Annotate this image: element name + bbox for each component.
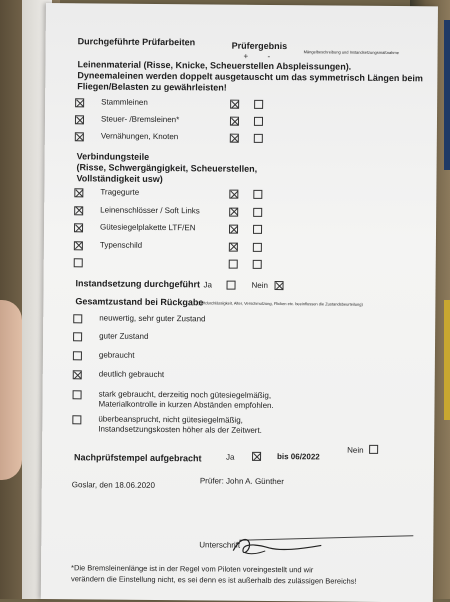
repair-ja-checkbox[interactable] — [227, 281, 236, 290]
lines-item-result-minus[interactable] — [254, 134, 263, 143]
stamp-nein-label: Nein — [347, 445, 364, 455]
stamp-date: bis 06/2022 — [277, 452, 320, 462]
section-lines-body-2: Fliegen/Belasten zu gewährleisten! — [77, 81, 227, 93]
connector-item-result-plus[interactable] — [229, 207, 238, 216]
handwritten-signature — [229, 533, 325, 560]
repair-label: Instandsetzung durchgeführt — [75, 278, 201, 290]
header-col-result: Prüfergebnis — [231, 40, 288, 52]
connector-item-result-minus[interactable] — [253, 207, 262, 216]
header-minus: - — [267, 51, 271, 61]
connector-items — [46, 3, 438, 6]
lines-items — [46, 3, 438, 6]
connector-item-label: Tragegurte — [100, 187, 140, 197]
lines-item-label: Steuer- /Bremsleinen* — [100, 114, 180, 125]
lines-item-check[interactable] — [75, 115, 84, 124]
stamp-ja-label: Ja — [226, 452, 235, 462]
connector-item-result-plus[interactable] — [229, 190, 238, 199]
inspection-form-page — [41, 3, 438, 602]
connector-item-label: Typenschild — [99, 239, 143, 250]
section-lines-title: Leinenmaterial (Risse, Knicke, Scheuerstellen Abspleissungen). — [77, 59, 352, 72]
lines-item-label: Vernähungen, Knoten — [100, 131, 179, 142]
book-spine-blue — [444, 20, 450, 170]
overall-note: (Luftdurchlässigkeit, Alter, Verschmutzung, Flicken etc. beeinflussen die Zustandsbeurteilung) — [197, 300, 363, 307]
footnote-line-2: verändern die Einstellung nicht, es sei denn es ist außerhalb des zulässigen Bereichs! — [70, 574, 357, 586]
overall-option-label: Instandsetzungskosten höher als der Zeitwert. — [98, 424, 262, 435]
footnote-line-1: *Die Bremsleinenlänge ist in der Regel vom Piloten voreingestellt und wir — [71, 563, 314, 575]
stamp-nein-checkbox[interactable] — [369, 445, 378, 454]
lines-item-check[interactable] — [75, 98, 84, 107]
lines-item-result-minus[interactable] — [254, 117, 263, 126]
repair-nein-label: Nein — [251, 280, 269, 290]
connector-item-result-minus[interactable] — [253, 225, 262, 234]
connector-item-result-minus[interactable] — [253, 190, 262, 199]
lines-item-result-plus[interactable] — [230, 117, 239, 126]
connector-item-result-plus[interactable] — [229, 260, 238, 269]
overall-option-label: gebraucht — [98, 350, 135, 360]
section-connectors-sub-1: (Risse, Schwergängigkeit, Scheuerstellen, — [76, 162, 258, 174]
connector-item-result-minus[interactable] — [253, 242, 262, 251]
lines-item-label: Stammleinen — [101, 97, 148, 107]
overall-option-checkbox[interactable] — [73, 314, 82, 323]
connector-item-check[interactable] — [74, 206, 83, 215]
connector-item-check[interactable] — [74, 241, 83, 250]
connector-item-check[interactable] — [74, 223, 83, 232]
header-col-description: Mängelbeschreibung und Instandsetzungsmaßnahme — [303, 49, 400, 56]
section-connectors-sub-2: Vollständigkeit usw) — [76, 173, 163, 185]
overall-option-checkbox[interactable] — [73, 332, 82, 341]
examiner-name: Prüfer: John A. Günther — [199, 476, 284, 487]
connector-item-result-plus[interactable] — [229, 225, 238, 234]
book-spine-yellow — [444, 300, 450, 420]
header-plus: + — [243, 51, 249, 61]
overall-option-checkbox[interactable] — [73, 351, 82, 360]
lines-item-result-plus[interactable] — [230, 134, 239, 143]
connector-item-label: Leinenschlösser / Soft Links — [100, 204, 200, 215]
lines-item-result-minus[interactable] — [254, 100, 263, 109]
overall-option-label: stark gebraucht, derzeitig noch gütesiegelmäßig, — [98, 389, 272, 400]
connector-item-check[interactable] — [74, 188, 83, 197]
lines-item-result-plus[interactable] — [230, 100, 239, 109]
header-col-work: Durchgeführte Prüfarbeiten — [77, 36, 196, 48]
connector-item-result-minus[interactable] — [253, 260, 262, 269]
repair-nein-checkbox[interactable] — [275, 281, 284, 290]
lines-item-check[interactable] — [75, 132, 84, 141]
thumb — [0, 300, 22, 480]
overall-option-checkbox[interactable] — [72, 415, 81, 424]
overall-option-label: neuwertig, sehr guter Zustand — [99, 313, 206, 324]
stamp-ja-checkbox[interactable] — [252, 452, 261, 461]
place-date: Goslar, den 18.06.2020 — [71, 480, 156, 490]
overall-option-label: guter Zustand — [99, 331, 149, 341]
overall-option-checkbox[interactable] — [73, 390, 82, 399]
signature-label: Unterschrift — [199, 540, 241, 550]
overall-option-label: Materialkontrolle in kurzen Abständen empfohlen. — [98, 399, 274, 411]
stamp-label: Nachprüfstempel aufgebracht — [73, 452, 202, 464]
repair-ja-label: Ja — [203, 280, 213, 290]
connector-item-check[interactable] — [74, 258, 83, 267]
overall-option-checkbox[interactable] — [73, 370, 82, 379]
overall-option-label: deutlich gebraucht — [98, 369, 165, 380]
overall-option-label: überbeansprucht, nicht gütesiegelmäßig, — [98, 414, 243, 425]
connector-item-label: Gütesiegelplakette LTF/EN — [100, 222, 196, 233]
overall-title: Gesamtzustand bei Rückgabe — [75, 296, 204, 308]
connector-item-result-plus[interactable] — [229, 242, 238, 251]
section-lines-body-1: Dyneemaleinen werden doppelt ausgetauscht um das symmetrisch Längen beim — [77, 70, 424, 84]
section-connectors-title: Verbindungsteile — [76, 151, 150, 162]
overall-options — [46, 3, 438, 6]
